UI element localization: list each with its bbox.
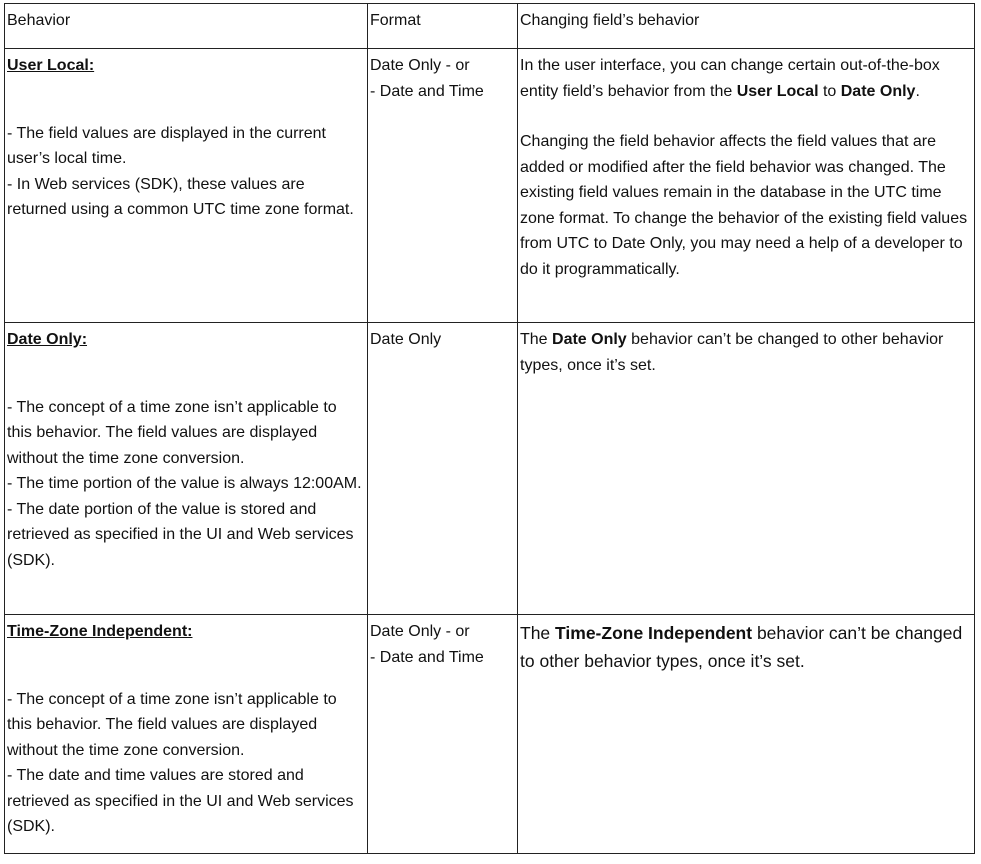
description-line: - In Web services (SDK), these values are returned using a common UTC time zone format. (7, 175, 354, 218)
behavior-cell (5, 323, 368, 615)
header-behavior: Behavior (5, 4, 368, 49)
format-cell (368, 49, 518, 323)
format-cell (368, 615, 518, 854)
row-title: User Local: (7, 57, 95, 74)
table-row-time-zone-independent (5, 615, 975, 854)
changing-cell (518, 615, 975, 854)
format-line: Date Only - or (370, 623, 470, 640)
changing-paragraph: The Date Only behavior can’t be changed to other behavior types, once it’s set. (520, 331, 944, 374)
format-line: - Date and Time (370, 82, 484, 100)
description-line: - The concept of a time zone isn’t applicable to this behavior. The field values are displayed without the time zone conversion. (7, 398, 337, 467)
behavior-cell (5, 615, 368, 854)
format-cell (368, 323, 518, 615)
format-line: - Date and Time (370, 648, 484, 666)
header-changing-behavior: Changing field’s behavior (518, 4, 975, 49)
changing-cell (518, 49, 975, 323)
description-line: - The concept of a time zone isn’t applicable to this behavior. The field values are displayed without the time zone conversion. (7, 690, 337, 759)
table-row-user-local (5, 49, 975, 323)
changing-paragraph: The Time-Zone Independent behavior can’t be changed to other behavior types, once it’s set. (520, 623, 963, 671)
description-line: - The time portion of the value is always 12:00AM. (7, 475, 362, 492)
behavior-cell (5, 49, 368, 323)
table-row-date-only (5, 323, 975, 615)
behavior-table (4, 3, 975, 854)
description-line: - The date portion of the value is stored and retrieved as specified in the UI and Web services (SDK). (7, 500, 354, 569)
row-title: Time-Zone Independent: (7, 623, 193, 640)
format-line: Date Only (370, 331, 442, 348)
description-line: - The field values are displayed in the current user’s local time. (7, 124, 326, 167)
changing-paragraph: Changing the field behavior affects the field values that are added or modified after the field behavior was changed. The existing field values remain in the database in the UTC time zone format. To change the behavior of the existing field values from UTC to Date Only, you may need a help of a developer to do it programmatically. (520, 133, 968, 278)
description-line: - The date and time values are stored and retrieved as specified in the UI and Web services (SDK). (7, 767, 354, 835)
header-format: Format (368, 4, 518, 49)
changing-cell (518, 323, 975, 615)
header-row (5, 4, 975, 49)
format-line: Date Only - or (370, 57, 470, 74)
changing-paragraph: In the user interface, you can change certain out-of-the-box entity field’s behavior from the User Local to Date Only. (520, 57, 940, 100)
row-title: Date Only: (7, 331, 88, 348)
